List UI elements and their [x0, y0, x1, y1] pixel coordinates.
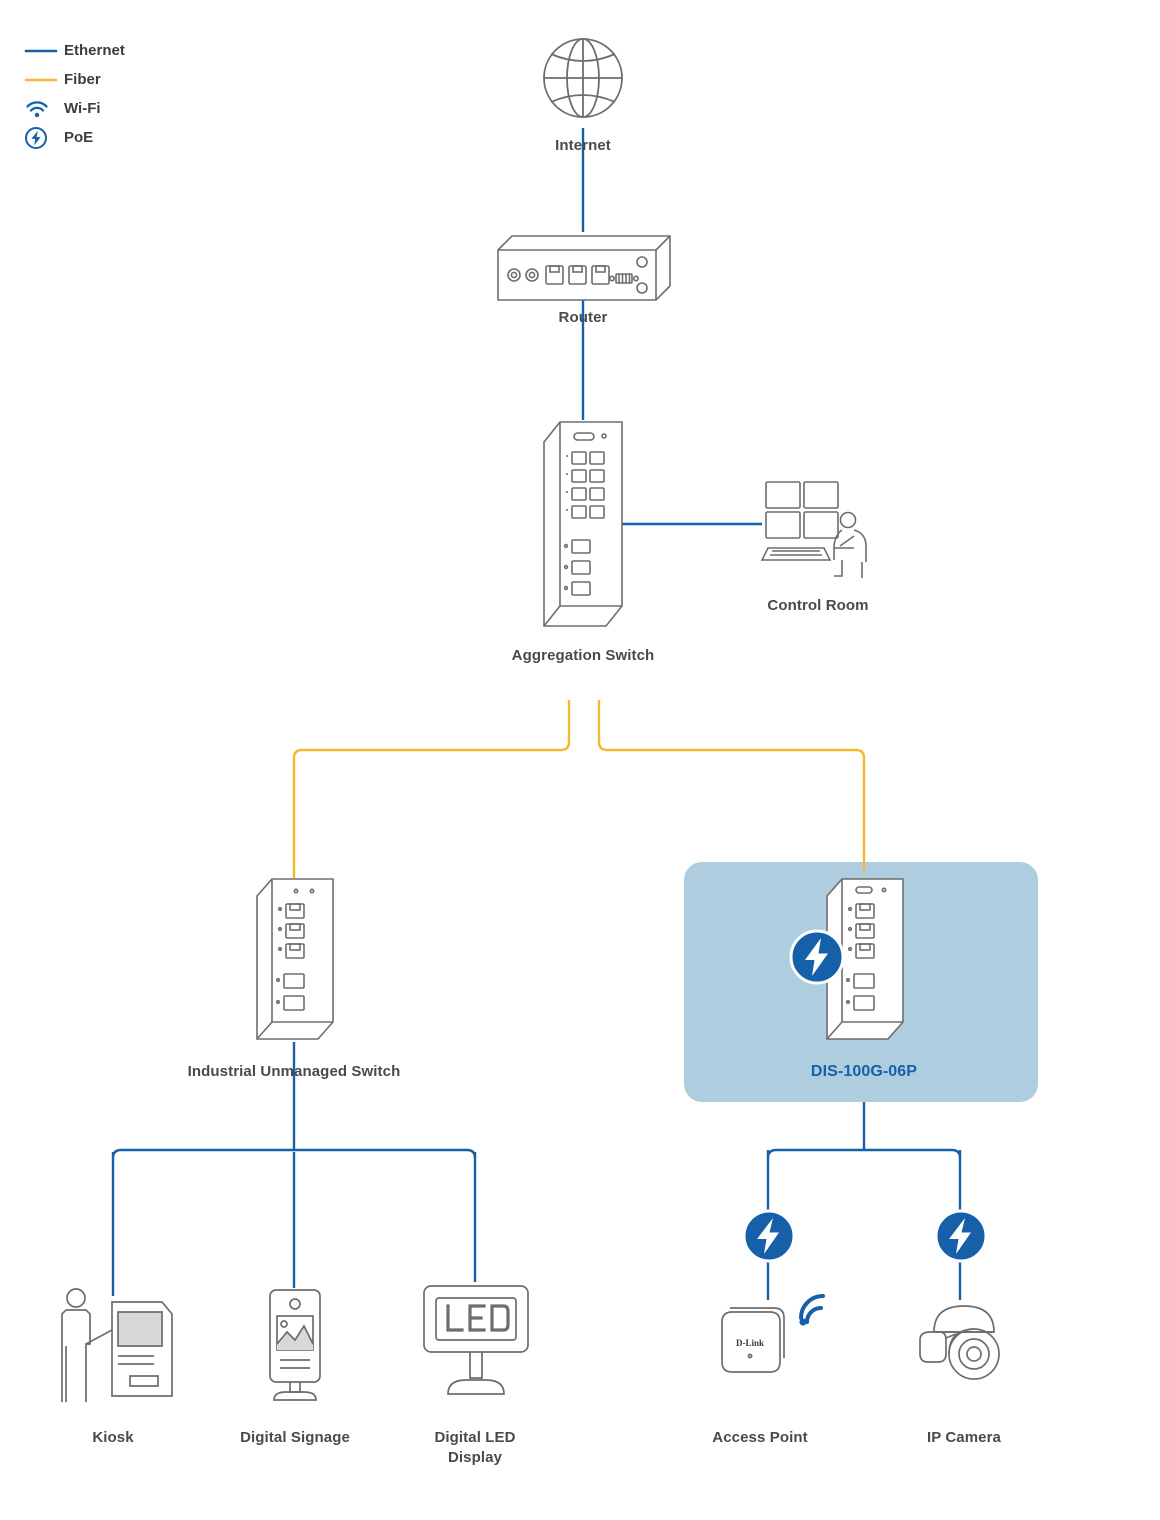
legend-label: Ethernet — [64, 42, 125, 59]
node-kiosk[interactable] — [54, 1284, 178, 1413]
access-point-brand: D-Link — [735, 1338, 765, 1348]
node-control-room[interactable] — [758, 476, 878, 591]
label-digital-signage: Digital Signage — [240, 1429, 350, 1446]
line-icon — [24, 46, 58, 56]
workstation-operator-icon — [758, 476, 878, 586]
link-fiber-poe — [599, 700, 864, 872]
node-ip-camera[interactable] — [912, 1296, 1016, 1393]
node-led-display[interactable] — [420, 1282, 532, 1405]
label-led-display-line1: Digital LED — [434, 1429, 516, 1446]
node-internet[interactable] — [533, 28, 633, 133]
node-digital-signage[interactable] — [260, 1288, 330, 1411]
industrial-switch-small-icon — [252, 874, 338, 1042]
line-icon — [24, 75, 58, 85]
label-router: Router — [558, 309, 608, 326]
led-display-icon — [420, 1282, 532, 1400]
signage-icon — [260, 1288, 330, 1406]
kiosk-icon — [54, 1284, 178, 1408]
poe-badge-access-point — [741, 1208, 797, 1269]
node-unmanaged-switch[interactable] — [252, 874, 338, 1047]
access-point-icon — [716, 1300, 802, 1380]
label-access-point: Access Point — [712, 1429, 808, 1446]
label-control-room: Control Room — [767, 597, 869, 614]
poe-bolt-icon — [788, 928, 846, 986]
legend-item-poe — [24, 123, 224, 152]
label-led-display — [375, 1428, 575, 1467]
wifi-icon — [794, 1290, 836, 1328]
label-led-display-line2: Display — [447, 1448, 503, 1466]
label-dis-100g-06p: DIS-100G-06P — [810, 1063, 918, 1080]
legend-item-wifi — [24, 94, 224, 123]
poe-badge-ip-camera — [933, 1208, 989, 1269]
link-poe-bus — [768, 1150, 960, 1158]
legend-label: Wi-Fi — [64, 100, 101, 117]
node-aggregation-switch[interactable] — [538, 416, 628, 633]
label-aggregation-switch: Aggregation Switch — [511, 647, 655, 664]
globe-icon — [533, 28, 633, 128]
label-kiosk: Kiosk — [92, 1429, 134, 1446]
poe-bolt-icon — [741, 1208, 797, 1264]
link-fiber-unmanaged — [294, 700, 569, 878]
poe-bolt-icon — [933, 1208, 989, 1264]
legend-label: PoE — [64, 129, 94, 146]
label-ip-camera: IP Camera — [926, 1429, 1001, 1446]
router-icon — [490, 228, 678, 306]
wifi-icon — [24, 99, 58, 119]
legend-label: Fiber — [64, 71, 101, 88]
link-unmanaged-bus — [113, 1150, 475, 1158]
legend-item-fiber — [24, 65, 224, 94]
poe-badge-dis-100g-06p — [788, 928, 846, 991]
wifi-badge-access-point — [794, 1290, 836, 1333]
legend-item-ethernet — [24, 36, 224, 65]
node-access-point[interactable] — [716, 1300, 802, 1385]
dome-camera-icon — [912, 1296, 1016, 1388]
label-internet: Internet — [555, 137, 611, 154]
legend — [24, 36, 224, 152]
industrial-switch-icon — [538, 416, 628, 628]
node-router[interactable] — [490, 228, 678, 311]
poe-bolt-icon — [24, 126, 58, 150]
label-unmanaged-switch: Industrial Unmanaged Switch — [187, 1063, 401, 1080]
